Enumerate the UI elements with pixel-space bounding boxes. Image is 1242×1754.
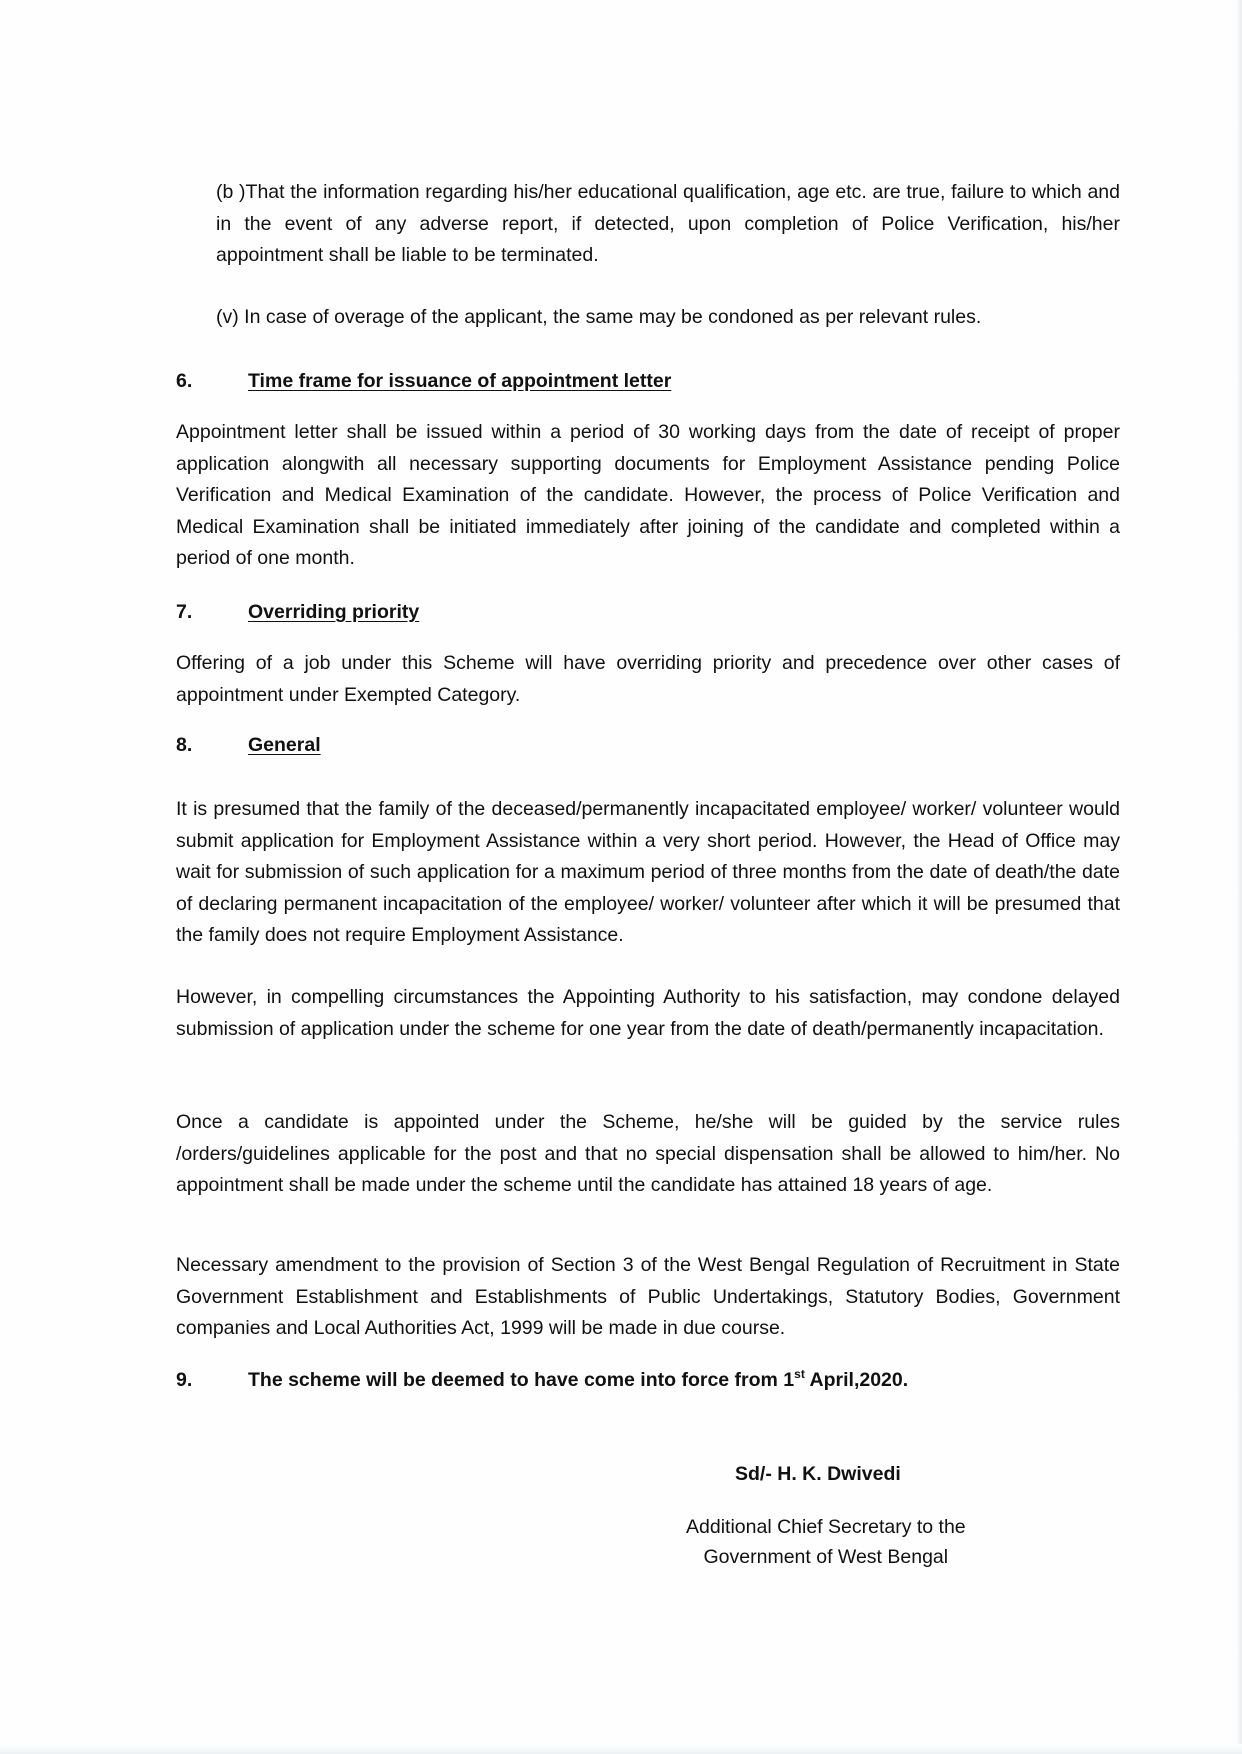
para-v: (v) In case of overage of the applicant, the same may be condoned as per relevant rules. [216, 306, 982, 328]
section-number: 8. [176, 734, 193, 756]
ordinal-suffix: st [794, 1367, 805, 1381]
designation-line-2: Government of West Bengal [703, 1546, 949, 1568]
signatory-name: Sd/- H. K. Dwivedi [735, 1463, 901, 1485]
section-7-heading [176, 598, 1076, 626]
section-8-heading [176, 731, 1076, 759]
para-b: (b )That the information regarding his/her educational qualification, age etc. are true, failure to which and in the event of any adverse report, if detected, upon completion of Police Verification, his/her appointment shall be liable to be terminated. [216, 181, 1120, 266]
signatory-designation [686, 1512, 966, 1572]
section-number: 7. [176, 601, 193, 623]
designation-line-1: Additional Chief Secretary to the [686, 1516, 966, 1538]
section-8-para-4: Necessary amendment to the provision of Section 3 of the West Bengal Regulation of Recruitment in State Government Establishment and Establishments of Public Undertakings, Statutory Bodies, Government companies and Local Authorities Act, 1999 will be made in due course. [176, 1254, 1120, 1339]
section-9-heading [176, 1366, 1076, 1394]
statement-text: The scheme will be deemed to have come into force from 1 [248, 1369, 795, 1391]
section-number: 6. [176, 370, 193, 392]
scan-edge-bottom [0, 1744, 1242, 1754]
section-title: Time frame for issuance of appointment letter [248, 370, 672, 392]
section-8-para-1: It is presumed that the family of the deceased/permanently incapacitated employee/ worker/ volunteer would submit application for Employment Assistance within a very short period. However, the Head of Office may wait for submission of such application for a maximum period of three months from the date of death/the date of declaring permanent incapacitation of the employee/ worker/ volunteer after which it will be presumed that the family does not require Employment Assistance. [176, 798, 1120, 946]
section-title: Overriding priority [248, 601, 420, 623]
section-6-heading [176, 367, 1076, 395]
statement-date: April,2020. [804, 1369, 909, 1391]
section-7-body: Offering of a job under this Scheme will have overriding priority and precedence over other cases of appointment under Exempted Category. [176, 652, 1120, 706]
section-6-body: Appointment letter shall be issued within a period of 30 working days from the date of receipt of proper application alongwith all necessary supporting documents for Employment Assistance pending Police Verification and Medical Examination of the candidate. However, the process of Police Verification and Medical Examination shall be initiated immediately after joining of the candidate and completed within a period of one month. [176, 421, 1120, 569]
effective-date-statement [248, 1366, 908, 1394]
section-8-para-2: However, in compelling circumstances the Appointing Authority to his satisfaction, may condone delayed submission of application under the scheme for one year from the date of death/permanently incapacitation. [176, 986, 1120, 1040]
section-number: 9. [176, 1369, 193, 1391]
scan-edge-right [1236, 0, 1242, 1754]
section-8-para-3: Once a candidate is appointed under the Scheme, he/she will be guided by the service rules /orders/guidelines applicable for the post and that no special dispensation shall be allowed to him/her. No appointment shall be made under the scheme until the candidate has attained 18 years of age. [176, 1111, 1120, 1196]
section-title: General [248, 734, 321, 756]
